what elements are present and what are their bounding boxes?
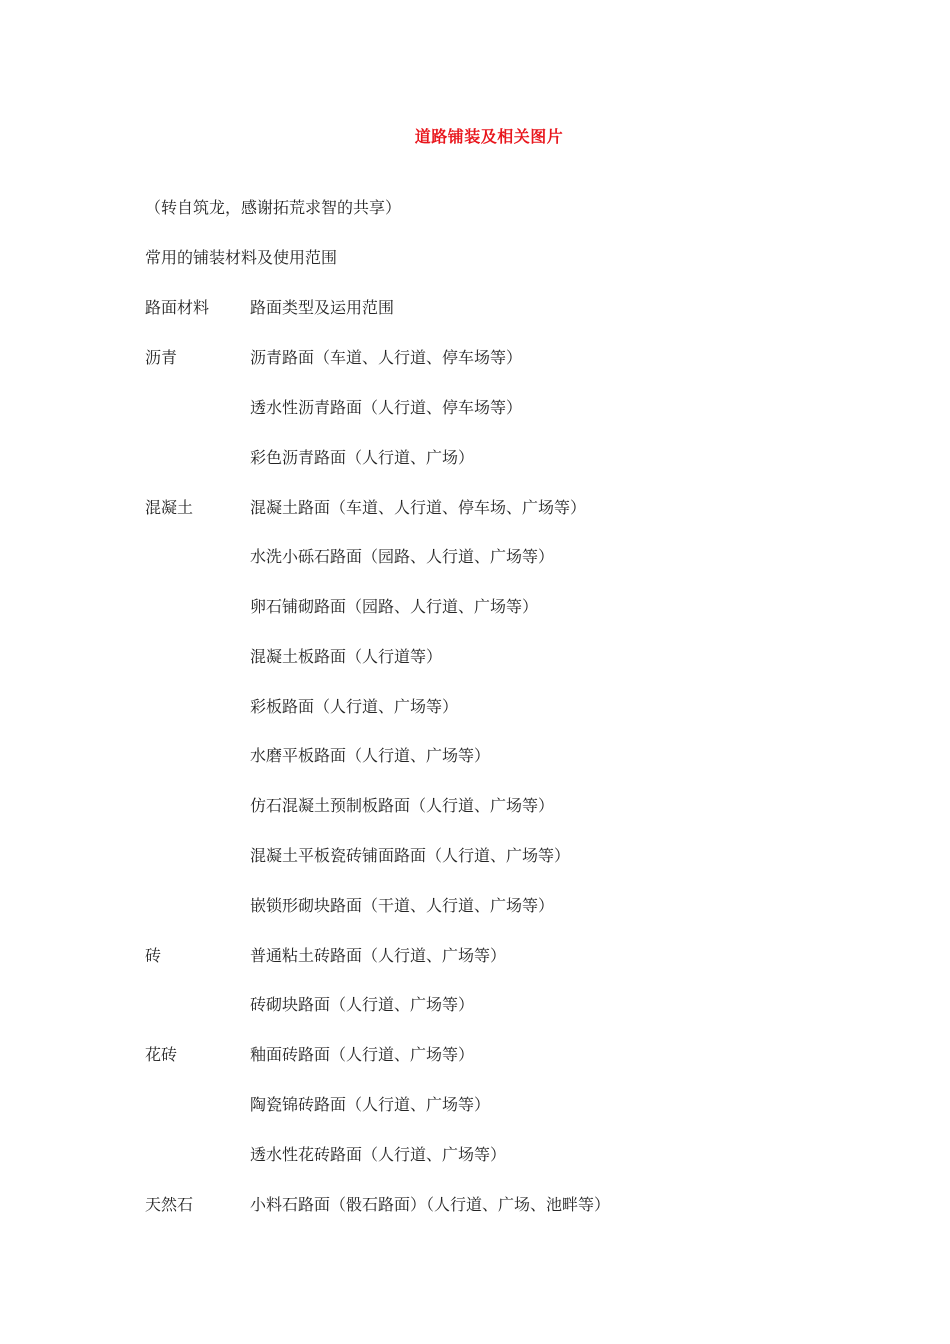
description-cell: 陶瓷锦砖路面（人行道、广场等） <box>250 1095 491 1114</box>
table-row <box>145 647 845 667</box>
material-cell: 混凝土 <box>145 498 194 517</box>
table-row <box>145 1095 845 1115</box>
description-cell: 沥青路面（车道、人行道、停车场等） <box>250 348 523 367</box>
table-row <box>145 746 845 766</box>
page-title: 道路铺装及相关图片 <box>414 127 564 146</box>
description-cell: 水洗小砾石路面（园路、人行道、广场等） <box>250 547 555 566</box>
source-note: （转自筑龙，感谢拓荒求智的共享） <box>145 198 402 217</box>
description-cell: 卵石铺砌路面（园路、人行道、广场等） <box>250 597 539 616</box>
material-cell: 沥青 <box>145 348 178 367</box>
table-row <box>145 1045 845 1065</box>
table-row <box>145 1195 845 1215</box>
table-row <box>145 846 845 866</box>
description-cell: 混凝土板路面（人行道等） <box>250 647 443 666</box>
material-cell: 花砖 <box>145 1045 178 1064</box>
description-cell: 仿石混凝土预制板路面（人行道、广场等） <box>250 796 555 815</box>
description-cell: 水磨平板路面（人行道、广场等） <box>250 746 491 765</box>
table-row <box>145 796 845 816</box>
table-row <box>145 547 845 567</box>
table-row <box>145 946 845 966</box>
table-row <box>145 896 845 916</box>
description-cell: 彩色沥青路面（人行道、广场） <box>250 448 475 467</box>
table-header-row <box>145 298 845 318</box>
material-cell: 砖 <box>145 946 162 965</box>
description-cell: 普通粘土砖路面（人行道、广场等） <box>250 946 507 965</box>
description-cell: 砖砌块路面（人行道、广场等） <box>250 995 475 1014</box>
description-cell: 嵌锁形砌块路面（干道、人行道、广场等） <box>250 896 555 915</box>
description-cell: 彩板路面（人行道、广场等） <box>250 697 459 716</box>
table-row <box>145 448 845 468</box>
table-row <box>145 398 845 418</box>
table-row <box>145 498 845 518</box>
table-row <box>145 597 845 617</box>
description-cell: 小料石路面（骰石路面）（人行道、广场、池畔等） <box>250 1195 611 1214</box>
column-header-material: 路面材料 <box>145 298 210 317</box>
table-row <box>145 348 845 368</box>
material-cell: 天然石 <box>145 1195 194 1214</box>
description-cell: 混凝土路面（车道、人行道、停车场、广场等） <box>250 498 587 517</box>
description-cell: 混凝土平板瓷砖铺面路面（人行道、广场等） <box>250 846 571 865</box>
description-cell: 透水性花砖路面（人行道、广场等） <box>250 1145 507 1164</box>
section-heading: 常用的铺装材料及使用范围 <box>145 248 338 267</box>
description-cell: 釉面砖路面（人行道、广场等） <box>250 1045 475 1064</box>
table-row <box>145 995 845 1015</box>
column-header-description: 路面类型及运用范围 <box>250 298 395 317</box>
table-row <box>145 1145 845 1165</box>
description-cell: 透水性沥青路面（人行道、停车场等） <box>250 398 523 417</box>
table-row <box>145 697 845 717</box>
